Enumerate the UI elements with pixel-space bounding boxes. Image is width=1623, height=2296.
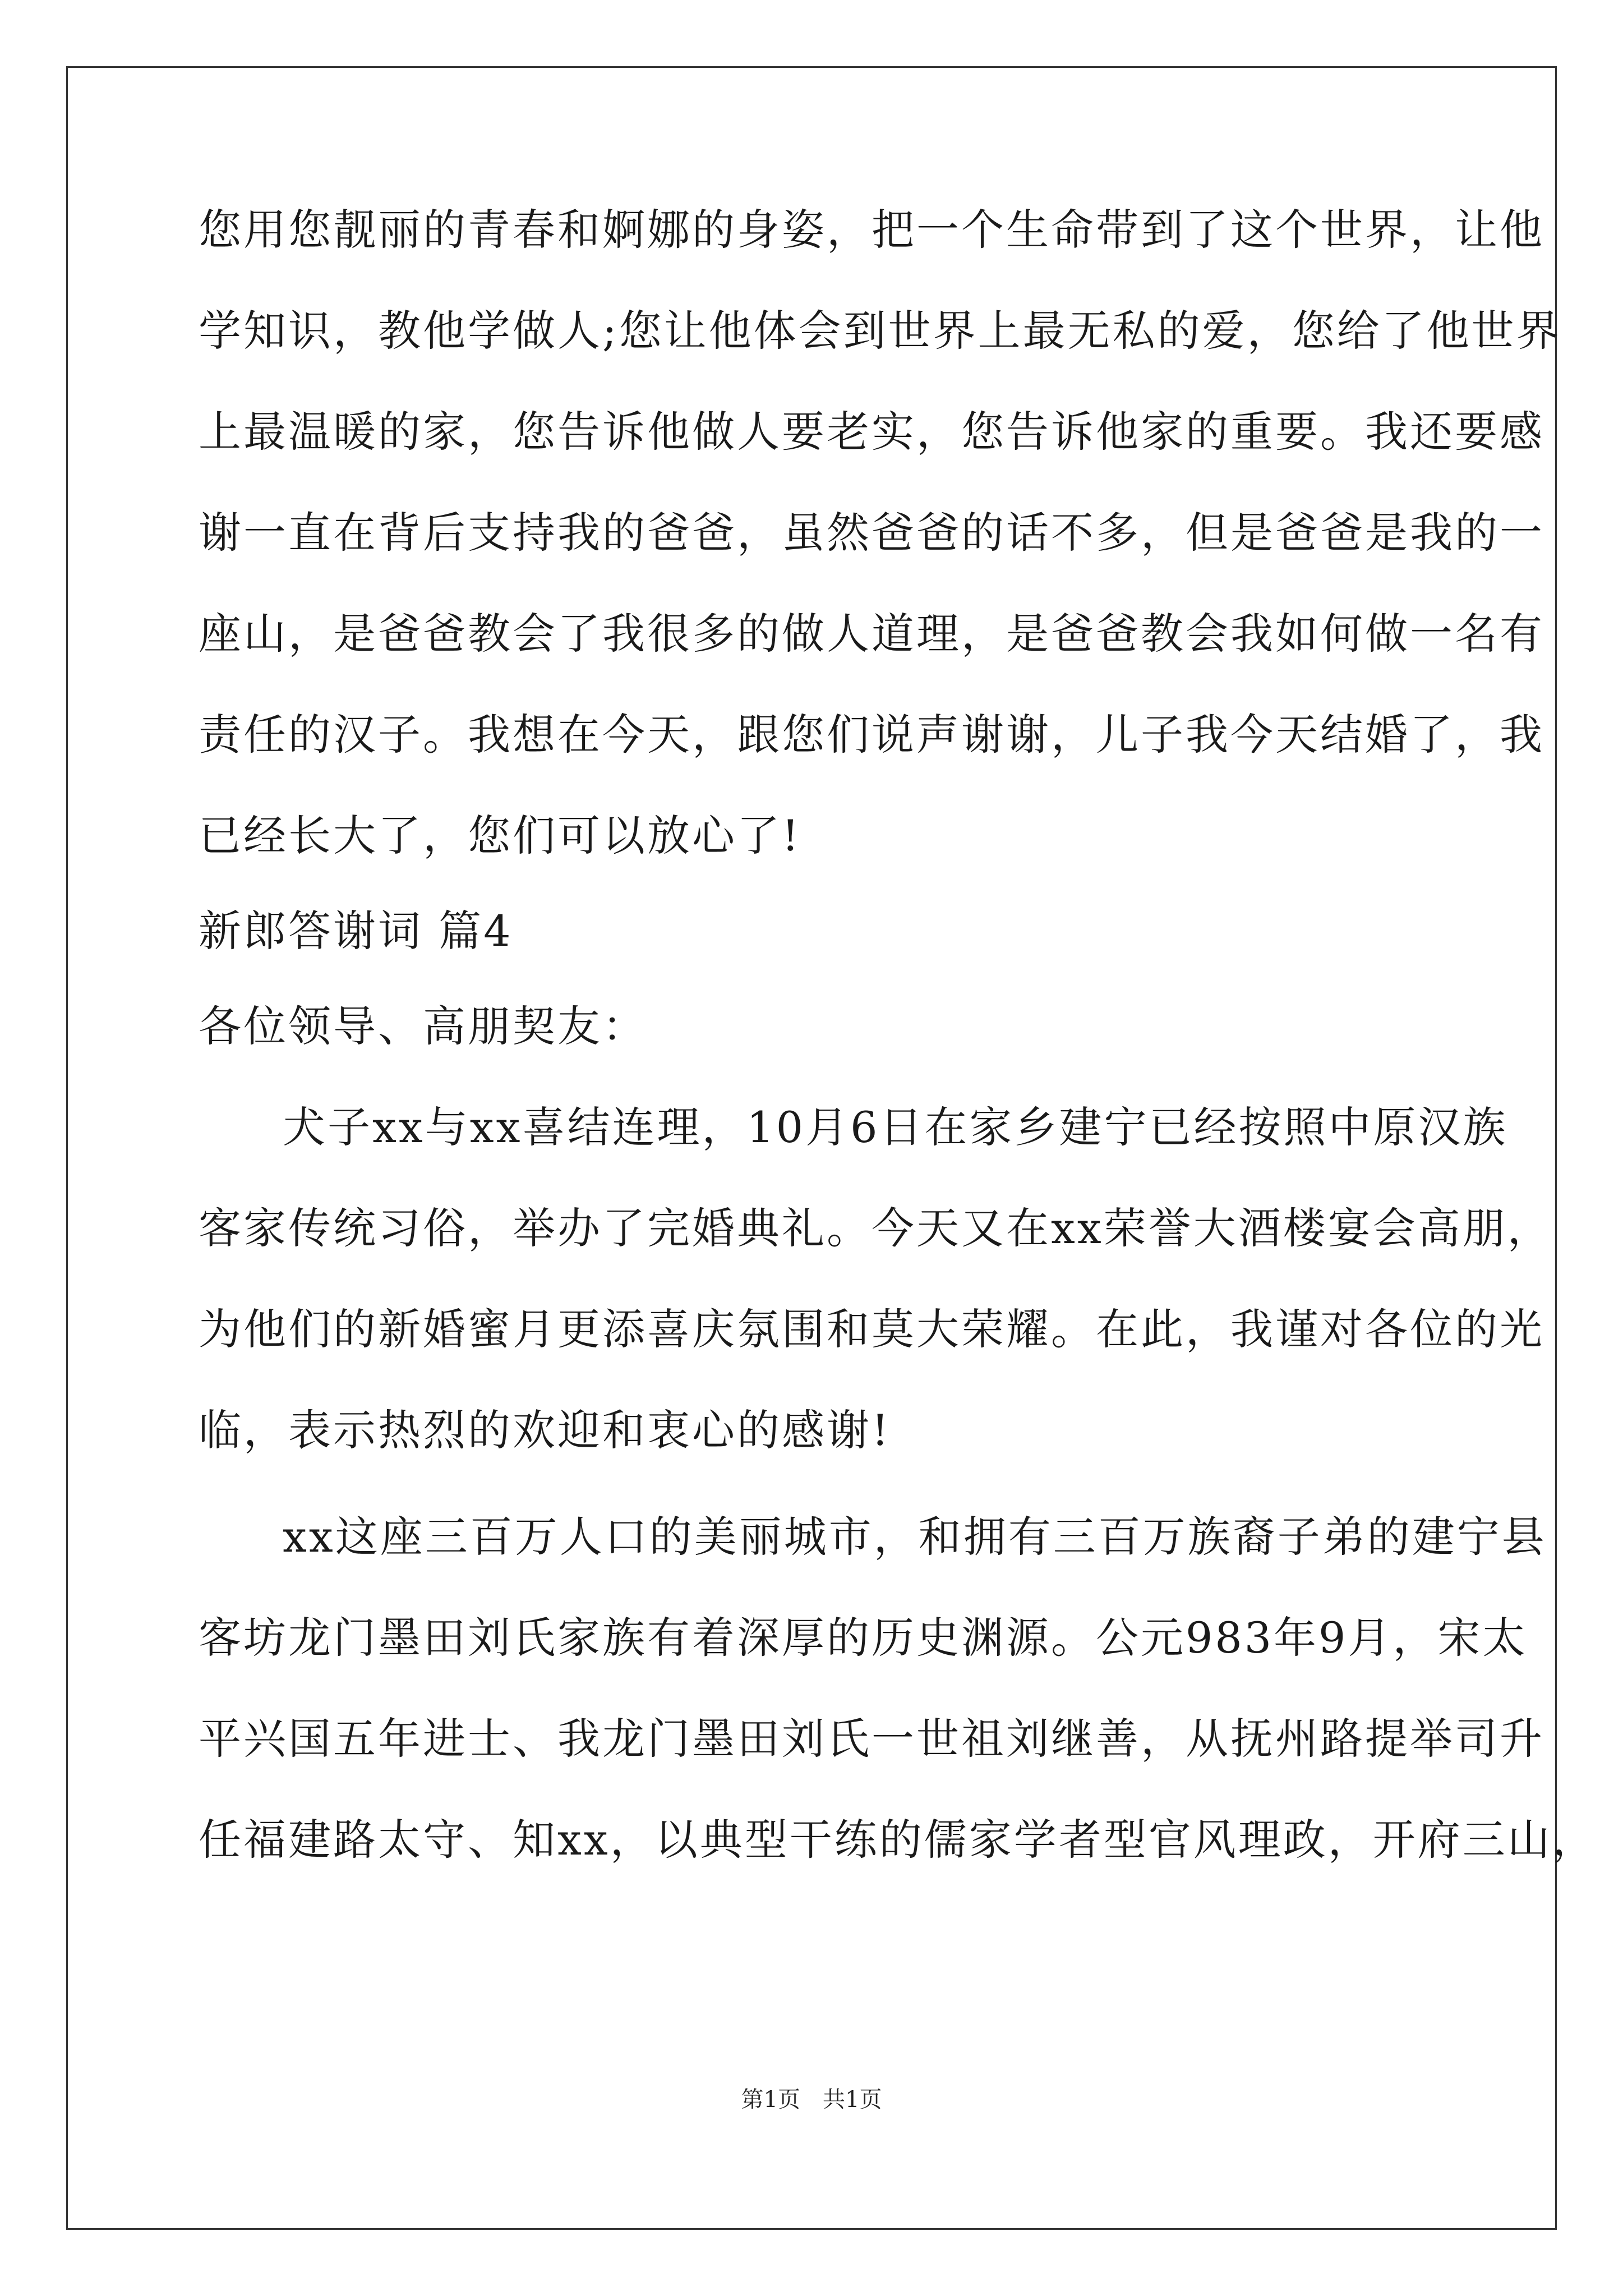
body-text-line: 学知识，教他学做人;您让他体会到世界上最无私的爱，您给了他世界 [199,306,1561,356]
body-text-line: 座山，是爸爸教会了我很多的做人道理，是爸爸教会我如何做一名有 [199,609,1544,659]
page-total: 共1页 [823,2087,882,2113]
page-number: 第1页 [741,2087,800,2113]
body-text-line: 已经长大了，您们可以放心了! [199,811,801,861]
body-text-line: 客坊龙门墨田刘氏家族有着深厚的历史渊源。公元983年9月，宋太 [199,1613,1528,1663]
body-text-line: 上最温暖的家，您告诉他做人要老实，您告诉他家的重要。我还要感 [199,407,1544,457]
page-footer [0,2086,1623,2114]
body-text-line: 犬子xx与xx喜结连理，10月6日在家乡建宁已经按照中原汉族 [283,1102,1508,1152]
section-heading: 新郎答谢词 篇4 [199,906,513,956]
salutation: 各位领导、高朋契友： [199,1001,647,1051]
body-text-line: 谢一直在背后支持我的爸爸，虽然爸爸的话不多，但是爸爸是我的一 [199,508,1544,558]
body-text-line: 责任的汉子。我想在今天，跟您们说声谢谢，儿子我今天结婚了，我 [199,710,1544,760]
body-text-line: 客家传统习俗，举办了完婚典礼。今天又在xx荣誉大酒楼宴会高朋， [199,1203,1552,1253]
body-text-line: 平兴国五年进士、我龙门墨田刘氏一世祖刘继善，从抚州路提举司升 [199,1714,1544,1764]
body-text-line: 您用您靓丽的青春和婀娜的身姿，把一个生命带到了这个世界，让他 [199,205,1544,255]
body-text-line: 为他们的新婚蜜月更添喜庆氛围和莫大荣耀。在此，我谨对各位的光 [199,1304,1544,1354]
body-text-line: 任福建路太守、知xx，以典型干练的儒家学者型官风理政，开府三山， [199,1815,1597,1865]
body-text-line: 临，表示热烈的欢迎和衷心的感谢! [199,1405,891,1455]
body-text-line: xx这座三百万人口的美丽城市，和拥有三百万族裔子弟的建宁县 [283,1512,1547,1562]
